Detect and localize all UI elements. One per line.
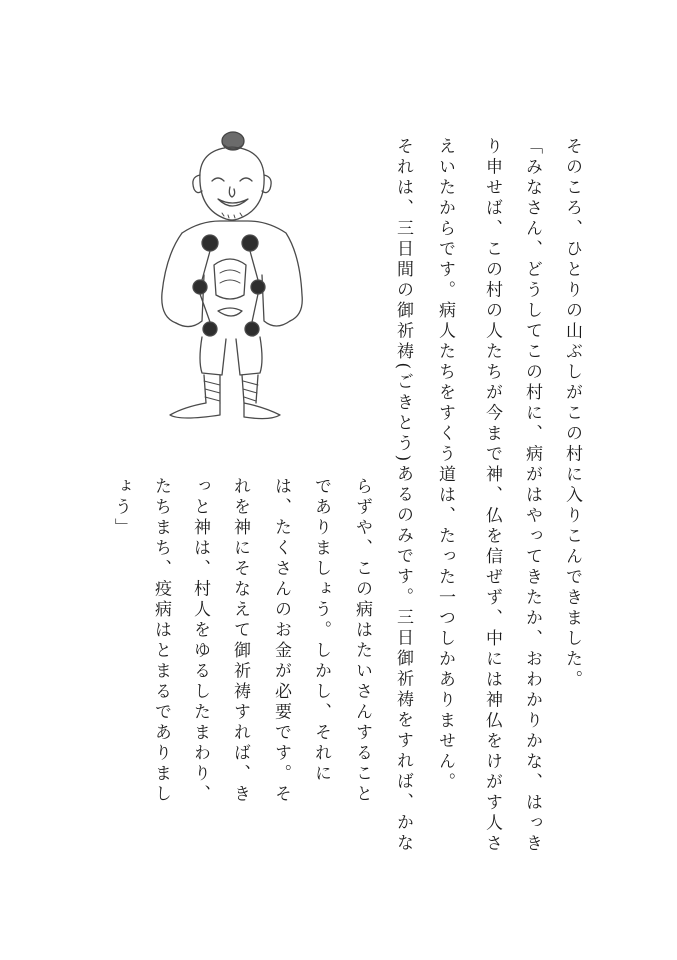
story-line: えいたからです。病人たちをすくう道は、たった一つしかありません。 — [435, 137, 455, 793]
story-line: ょう」 — [111, 477, 131, 539]
story-line: り申せば、この村の人たちが今まで神、仏を信ぜず、中には神仏をけがす人さ — [482, 137, 502, 855]
story-line: そのころ、ひとりの山ぶしがこの村に入りこんできました。 — [562, 137, 582, 691]
story-line: それは、三日間の御祈祷(ごきとう)あるのみです。三日御祈祷をすれば、かな — [393, 137, 413, 855]
story-line: 「みなさん、どうしてこの村に、病がはやってきたか、おわかりかな、はっき — [522, 137, 542, 855]
story-line: は、たくさんのお金が必要です。そ — [271, 477, 291, 805]
story-line: でありましょう。しかし、それに — [311, 477, 331, 785]
story-line: っと神は、村人をゆるしたまわり、 — [190, 477, 210, 805]
yamabushi-illustration — [140, 125, 310, 425]
story-line: れを神にそなえて御祈祷すれば、き — [230, 477, 250, 805]
story-line: たちまち、疫病はとまるでありまし — [151, 477, 171, 805]
story-line: らずや、この病はたいさんすること — [352, 477, 372, 805]
